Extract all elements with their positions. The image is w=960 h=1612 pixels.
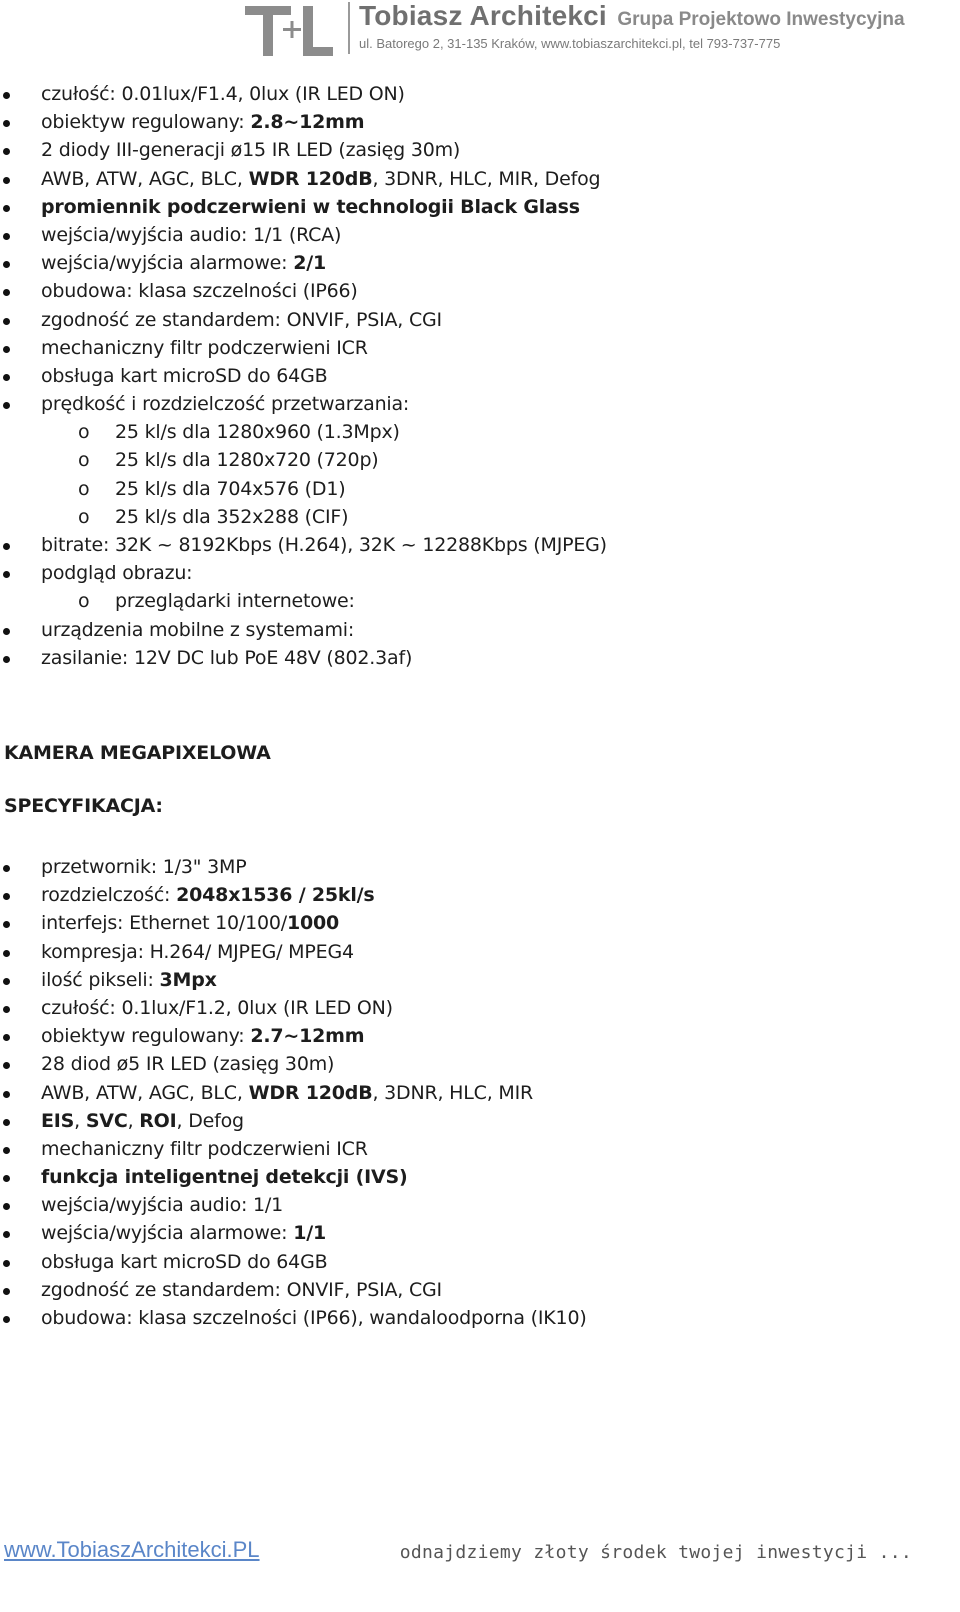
bullet-icon xyxy=(3,289,10,296)
list-item-text: , xyxy=(74,1109,86,1132)
sub-list-item xyxy=(0,418,960,446)
list-item-bold-text: SVC xyxy=(85,1109,128,1132)
list-item xyxy=(0,136,960,164)
bullet-icon xyxy=(3,120,10,127)
list-item-text: kompresja: H.264/ MJPEG/ MPEG4 xyxy=(41,940,354,963)
spec-sublist-resolutions xyxy=(0,418,960,531)
list-item-text: mechaniczny filtr podczerwieni ICR xyxy=(41,1137,368,1160)
website-link[interactable]: www.TobiaszArchitekci.PL xyxy=(4,1537,260,1562)
list-item-text: zgodność ze standardem: ONVIF, PSIA, CGI xyxy=(41,1278,442,1301)
spec-list-1c xyxy=(0,616,960,672)
bullet-icon xyxy=(3,543,10,550)
sub-list-item-text: 25 kl/s dla 704x576 (D1) xyxy=(115,477,346,500)
list-item xyxy=(0,108,960,136)
circle-bullet-icon: o xyxy=(78,590,90,613)
list-item xyxy=(0,853,960,881)
list-item xyxy=(0,1079,960,1107)
bullet-icon xyxy=(3,374,10,381)
list-item-text: mechaniczny filtr podczerwieni ICR xyxy=(41,336,368,359)
list-item-text: AWB, ATW, AGC, BLC, xyxy=(41,167,249,190)
list-item xyxy=(0,1248,960,1276)
spec-sublist-preview xyxy=(0,587,960,615)
list-item-text: obiektyw regulowany: xyxy=(41,111,251,134)
sub-list-item-text: 25 kl/s dla 1280x960 (1.3Mpx) xyxy=(115,421,400,444)
list-item xyxy=(0,938,960,966)
spec-list-1 xyxy=(0,80,960,418)
bullet-icon xyxy=(3,628,10,635)
spec-title: SPECYFIKACJA: xyxy=(4,795,163,817)
section-title: KAMERA MEGAPIXELOWA xyxy=(4,742,271,764)
list-item xyxy=(0,1191,960,1219)
list-item-text: zgodność ze standardem: ONVIF, PSIA, CGI xyxy=(41,308,442,331)
bullet-icon xyxy=(3,865,10,872)
list-item-bold-text: WDR 120dB xyxy=(248,167,373,190)
list-item-bold-text: 3Mpx xyxy=(159,968,217,991)
list-item xyxy=(0,1135,960,1163)
list-item-text: bitrate: 32K ~ 8192Kbps (H.264), 32K ~ 12288Kbps (MJPEG) xyxy=(41,534,607,556)
bullet-icon xyxy=(3,656,10,663)
list-item-text: urządzenia mobilne z systemami: xyxy=(41,618,355,641)
list-item-text: AWB, ATW, AGC, BLC, xyxy=(41,1081,249,1104)
list-item-text: wejścia/wyjścia alarmowe: xyxy=(41,252,294,275)
bullet-icon xyxy=(3,261,10,268)
sub-list-item xyxy=(0,587,960,615)
firm-name: Tobiasz Architekci xyxy=(359,0,607,31)
bullet-icon xyxy=(3,346,10,353)
list-item xyxy=(0,390,960,418)
bullet-icon xyxy=(3,1203,10,1210)
list-item-text: obudowa: klasa szczelności (IP66), wandaloodporna (IK10) xyxy=(41,1307,587,1329)
list-item-text: 28 diod ø5 IR LED (zasięg 30m) xyxy=(41,1053,335,1076)
document-body xyxy=(0,80,960,672)
bullet-icon xyxy=(3,950,10,957)
bullet-icon xyxy=(3,1062,10,1069)
sub-list-item-text: przeglądarki internetowe: xyxy=(115,590,355,613)
list-item xyxy=(0,994,960,1022)
firm-subtitle: Grupa Projektowo Inwestycyjna xyxy=(617,9,905,30)
list-item-bold-text: ROI xyxy=(139,1109,177,1132)
list-item xyxy=(0,277,960,305)
list-item-text: interfejs: Ethernet 10/100/ xyxy=(41,912,287,935)
list-item xyxy=(0,80,960,108)
spec-list-1b xyxy=(0,531,960,587)
bullet-icon xyxy=(3,921,10,928)
list-item-text: , 3DNR, HLC, MIR, Defog xyxy=(372,167,601,190)
header-divider xyxy=(348,2,350,54)
list-item-text: ilość pikseli: xyxy=(41,968,160,991)
list-item xyxy=(0,306,960,334)
list-item-text: prędkość i rozdzielczość przetwarzania: xyxy=(41,393,410,416)
list-item xyxy=(0,559,960,587)
list-item xyxy=(0,1219,960,1247)
list-item-bold-text: promiennik podczerwieni w technologii Black Glass xyxy=(41,195,580,218)
bullet-icon xyxy=(3,1175,10,1182)
circle-bullet-icon: o xyxy=(78,477,90,500)
bullet-icon xyxy=(3,1006,10,1013)
list-item xyxy=(0,221,960,249)
list-item-text: wejścia/wyjścia audio: 1/1 (RCA) xyxy=(41,223,342,246)
list-item-text: obiektyw regulowany: xyxy=(41,1025,251,1048)
list-item xyxy=(0,644,960,672)
list-item-text: czułość: 0.1lux/F1.2, 0lux (IR LED ON) xyxy=(41,996,393,1019)
bullet-icon xyxy=(3,233,10,240)
letterhead xyxy=(245,0,960,62)
company-logo xyxy=(245,4,337,56)
list-item xyxy=(0,966,960,994)
list-item-text: czułość: 0.01lux/F1.4, 0lux (IR LED ON) xyxy=(41,83,405,105)
list-item xyxy=(0,1050,960,1078)
bullet-icon xyxy=(3,978,10,985)
logo-mark-icon xyxy=(245,4,337,58)
bullet-icon xyxy=(3,1147,10,1154)
firm-address: ul. Batorego 2, 31-135 Kraków, www.tobiaszarchitekci.pl, tel 793-737-775 xyxy=(359,36,781,51)
bullet-icon xyxy=(3,1231,10,1238)
sub-list-item xyxy=(0,446,960,474)
bullet-icon xyxy=(3,1119,10,1126)
sub-list-item xyxy=(0,503,960,531)
list-item xyxy=(0,249,960,277)
list-item-text: wejścia/wyjścia alarmowe: xyxy=(41,1222,294,1245)
header-title xyxy=(359,0,905,32)
list-item-text: zasilanie: 12V DC lub PoE 48V (802.3af) xyxy=(41,646,413,669)
list-item-text: przetwornik: 1/3" 3MP xyxy=(41,856,247,878)
bullet-icon xyxy=(3,318,10,325)
list-item-text: obsługa kart microSD do 64GB xyxy=(41,364,328,387)
bullet-icon xyxy=(3,1316,10,1323)
list-item-text: , xyxy=(127,1109,140,1132)
list-item xyxy=(0,909,960,937)
list-item-text: obudowa: klasa szczelności (IP66) xyxy=(41,280,358,303)
list-item-bold-text: 2.7~12mm xyxy=(250,1025,365,1048)
bullet-icon xyxy=(3,92,10,99)
bullet-icon xyxy=(3,571,10,578)
list-item-text: obsługa kart microSD do 64GB xyxy=(41,1250,328,1273)
list-item xyxy=(0,1163,960,1191)
bullet-icon xyxy=(3,893,10,900)
document-body-2 xyxy=(0,853,960,1332)
list-item xyxy=(0,881,960,909)
list-item xyxy=(0,616,960,644)
list-item xyxy=(0,1022,960,1050)
bullet-icon xyxy=(3,1091,10,1098)
list-item xyxy=(0,334,960,362)
bullet-icon xyxy=(3,205,10,212)
spec-list-2 xyxy=(0,853,960,1332)
footer-slogan: odnajdziemy złoty środek twojej inwestycji ... xyxy=(399,1542,912,1563)
sub-list-item-text: 25 kl/s dla 352x288 (CIF) xyxy=(115,505,349,528)
bullet-icon xyxy=(3,177,10,184)
list-item-bold-text: 1000 xyxy=(287,912,340,935)
list-item-text: rozdzielczość: xyxy=(41,884,177,907)
list-item-bold-text: 2048x1536 / 25kl/s xyxy=(176,884,375,907)
list-item-text: , Defog xyxy=(176,1109,244,1132)
list-item-bold-text: EIS xyxy=(41,1109,75,1132)
list-item-text: , 3DNR, HLC, MIR xyxy=(372,1081,533,1104)
list-item-text: 2 diody III-generacji ø15 IR LED (zasięg 30m) xyxy=(41,139,461,162)
list-item xyxy=(0,1276,960,1304)
list-item-bold-text: funkcja inteligentnej detekcji (IVS) xyxy=(41,1166,408,1189)
circle-bullet-icon: o xyxy=(78,421,90,444)
bullet-icon xyxy=(3,148,10,155)
sub-list-item xyxy=(0,475,960,503)
bullet-icon xyxy=(3,1034,10,1041)
bullet-icon xyxy=(3,1288,10,1295)
list-item-bold-text: 2.8~12mm xyxy=(250,111,365,134)
list-item-bold-text: 2/1 xyxy=(293,252,326,275)
list-item xyxy=(0,1107,960,1135)
bullet-icon xyxy=(3,1260,10,1267)
sub-list-item-text: 25 kl/s dla 1280x720 (720p) xyxy=(115,449,379,472)
circle-bullet-icon: o xyxy=(78,505,90,528)
list-item xyxy=(0,362,960,390)
list-item-text: podgląd obrazu: xyxy=(41,562,193,585)
list-item-bold-text: 1/1 xyxy=(293,1222,326,1245)
list-item-text: wejścia/wyjścia audio: 1/1 xyxy=(41,1194,284,1217)
circle-bullet-icon: o xyxy=(78,449,90,472)
bullet-icon xyxy=(3,402,10,409)
list-item xyxy=(0,1304,960,1332)
list-item xyxy=(0,165,960,193)
list-item xyxy=(0,193,960,221)
list-item xyxy=(0,531,960,559)
list-item-bold-text: WDR 120dB xyxy=(248,1081,373,1104)
